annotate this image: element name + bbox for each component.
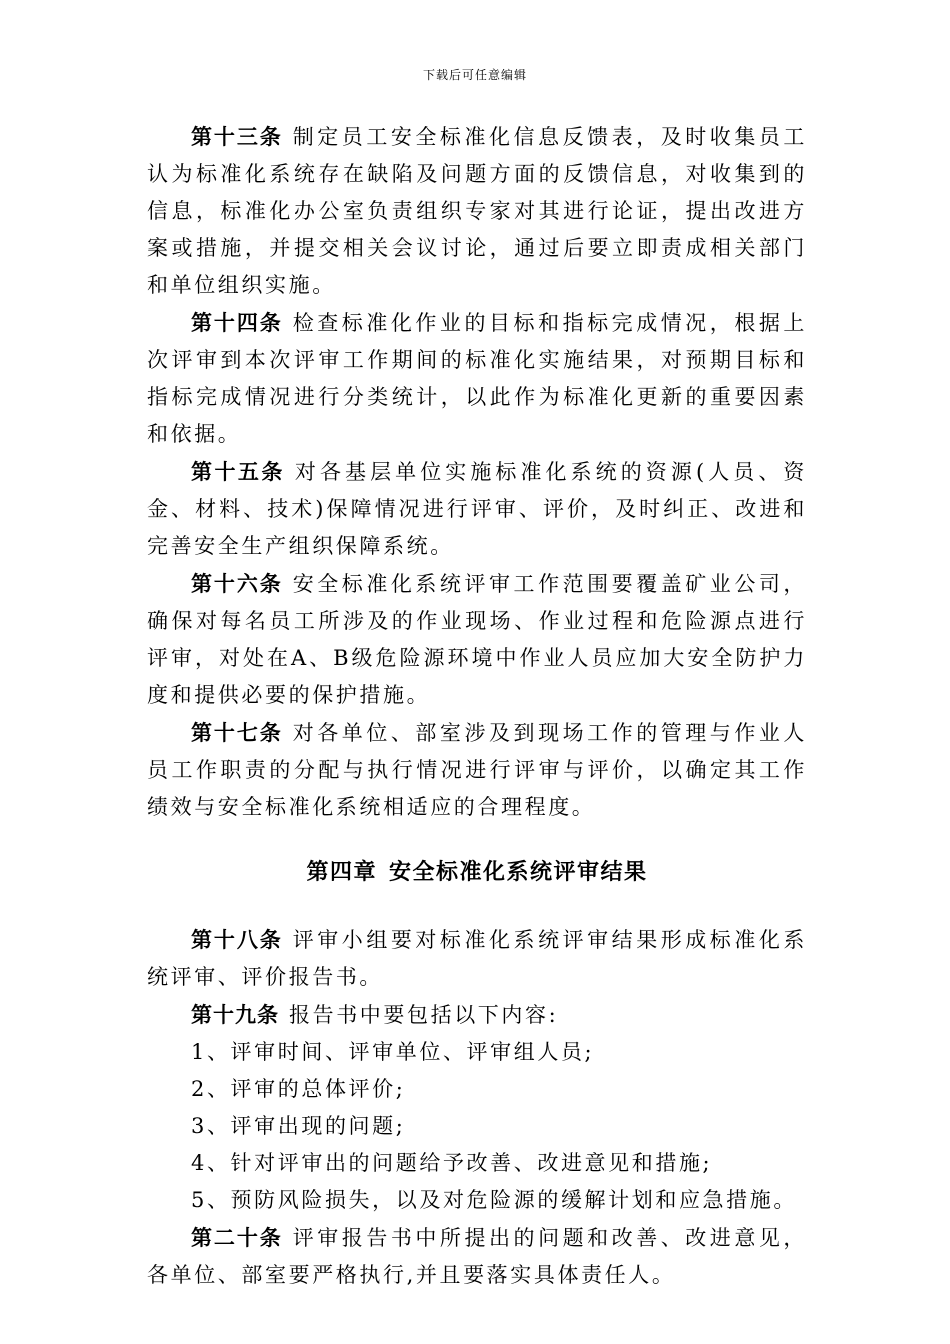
chapter-heading	[147, 854, 807, 891]
article-16	[147, 565, 807, 714]
article-label: 第十三条	[191, 124, 283, 149]
article-label: 第十九条	[191, 1002, 279, 1027]
article-text: 对各基层单位实施标准化系统的资源(人员、资金、材料、技术)保障情况进行评审、评价，及时纠正、改进和完善安全生产组织保障系统。	[147, 460, 808, 558]
chapter-title: 安全标准化系统评审结果	[389, 859, 648, 885]
article-20	[147, 1219, 807, 1294]
article-label: 第十四条	[191, 310, 283, 335]
article-text: 评审报告书中所提出的问题和改善、改进意见，各单位、部室要严格执行,并且要落实具体责任人。	[147, 1226, 807, 1287]
list-item: 2、评审的总体评价;	[191, 1077, 406, 1101]
article-label: 第十七条	[191, 720, 283, 745]
article-18	[147, 921, 807, 996]
document-body	[147, 118, 807, 1294]
article-text: 制定员工安全标准化信息反馈表，及时收集员工认为标准化系统存在缺陷及问题方面的反馈信息，对收集到的信息，标准化办公室负责组织专家对其进行论证，提出改进方案或措施，并提交相关会议讨论，通过后要立即责成相关部门和单位组织实施。	[147, 125, 807, 297]
page-header: 下载后可任意编辑	[422, 68, 527, 82]
article-text: 安全标准化系统评审工作范围要覆盖矿业公司，确保对每名员工所涉及的作业现场、作业过程和危险源点进行评审，对处在A、B级危险源环境中作业人员应加大安全防护力度和提供必要的保护措施。	[147, 572, 807, 707]
article-17	[147, 714, 807, 826]
article-text: 检查标准化作业的目标和指标完成情况，根据上次评审到本次评审工作期间的标准化实施结果，对预期目标和指标完成情况进行分类统计，以此作为标准化更新的重要因素和依据。	[147, 311, 807, 446]
article-label: 第十六条	[191, 571, 283, 596]
article-label: 第二十条	[191, 1225, 283, 1250]
article-text: 评审小组要对标准化系统评审结果形成标准化系统评审、评价报告书。	[147, 928, 807, 989]
article-19	[147, 996, 807, 1034]
list-item: 3、评审出现的问题;	[191, 1114, 406, 1138]
article-14	[147, 304, 807, 453]
article-label: 第十八条	[191, 927, 283, 952]
list-item: 4、针对评审出的问题给予改善、改进意见和措施;	[191, 1151, 713, 1175]
article-13	[147, 118, 807, 304]
chapter-number: 第四章	[306, 859, 377, 885]
article-text: 报告书中要包括以下内容:	[289, 1003, 559, 1027]
list-item: 1、评审时间、评审单位、评审组人员;	[191, 1040, 595, 1064]
list-item: 5、预防风险损失，以及对危险源的缓解计划和应急措施。	[191, 1188, 797, 1212]
article-15	[147, 453, 807, 565]
article-text: 对各单位、部室涉及到现场工作的管理与作业人员工作职责的分配与执行情况进行评审与评价，以确定其工作绩效与安全标准化系统相适应的合理程度。	[147, 721, 807, 819]
article-label: 第十五条	[191, 459, 285, 484]
